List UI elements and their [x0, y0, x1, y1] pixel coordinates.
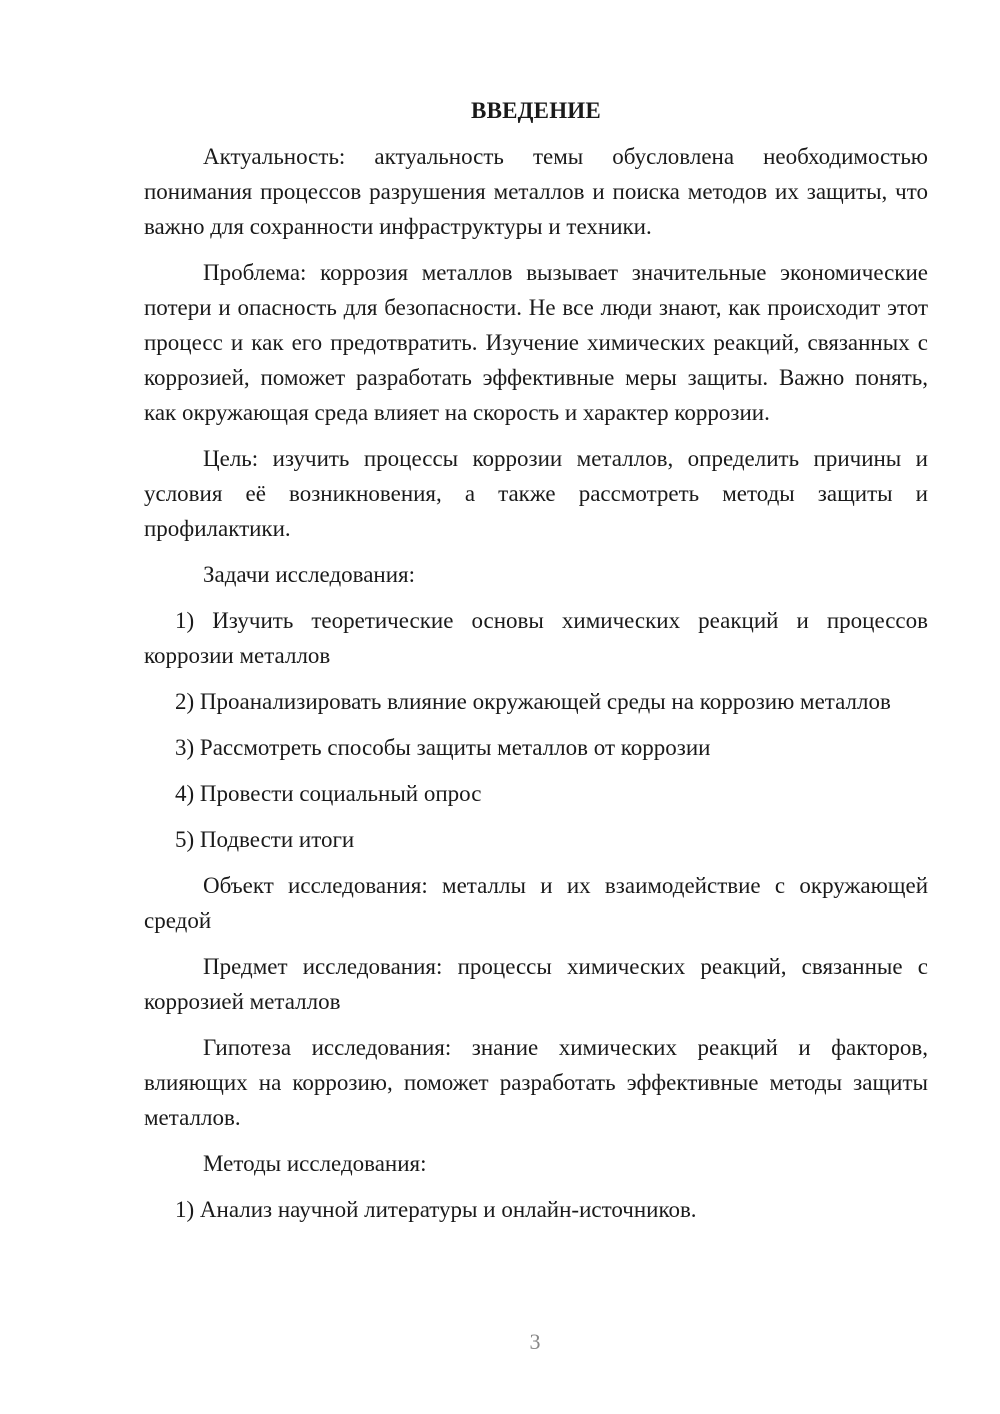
- method-item-1: 1) Анализ научной литературы и онлайн-источников.: [175, 1197, 697, 1222]
- tasks-heading: Задачи исследования:: [203, 562, 416, 587]
- task-item-5: 5) Подвести итоги: [175, 827, 355, 852]
- object-paragraph: Объект исследования: металлы и их взаимодействие с окружающей средой: [144, 873, 928, 933]
- section-heading: ВВЕДЕНИЕ: [471, 98, 601, 123]
- page-number: 3: [529, 1329, 541, 1354]
- hypothesis-paragraph: Гипотеза исследования: знание химических реакций и факторов, влияющих на коррозию, поможет разработать эффективные методы защиты металлов.: [144, 1035, 928, 1130]
- relevance-paragraph: Актуальность: актуальность темы обусловлена необходимостью понимания процессов разрушения металлов и поиска методов их защиты, что важно для сохранности инфраструктуры и техники.: [144, 144, 928, 239]
- task-item-2: 2) Проанализировать влияние окружающей среды на коррозию металлов: [175, 689, 891, 714]
- methods-heading: Методы исследования:: [203, 1151, 427, 1176]
- document-page: [144, 96, 928, 1238]
- goal-paragraph: Цель: изучить процессы коррозии металлов, определить причины и условия её возникновения, а также рассмотреть методы защиты и профилактики.: [144, 446, 928, 541]
- problem-paragraph: Проблема: коррозия металлов вызывает значительные экономические потери и опасность для безопасности. Не все люди знают, как происходит этот процесс и как его предотвратить. Изучение химических реакций, связанных с коррозией, поможет разработать эффективные меры защиты. Важно понять, как окружающая среда влияет на скорость и характер коррозии.: [144, 260, 928, 425]
- task-item-3: 3) Рассмотреть способы защиты металлов от коррозии: [175, 735, 711, 760]
- task-item-4: 4) Провести социальный опрос: [175, 781, 482, 806]
- task-item-1: 1) Изучить теоретические основы химических реакций и процессов коррозии металлов: [144, 608, 928, 668]
- subject-paragraph: Предмет исследования: процессы химических реакций, связанные с коррозией металлов: [144, 954, 928, 1014]
